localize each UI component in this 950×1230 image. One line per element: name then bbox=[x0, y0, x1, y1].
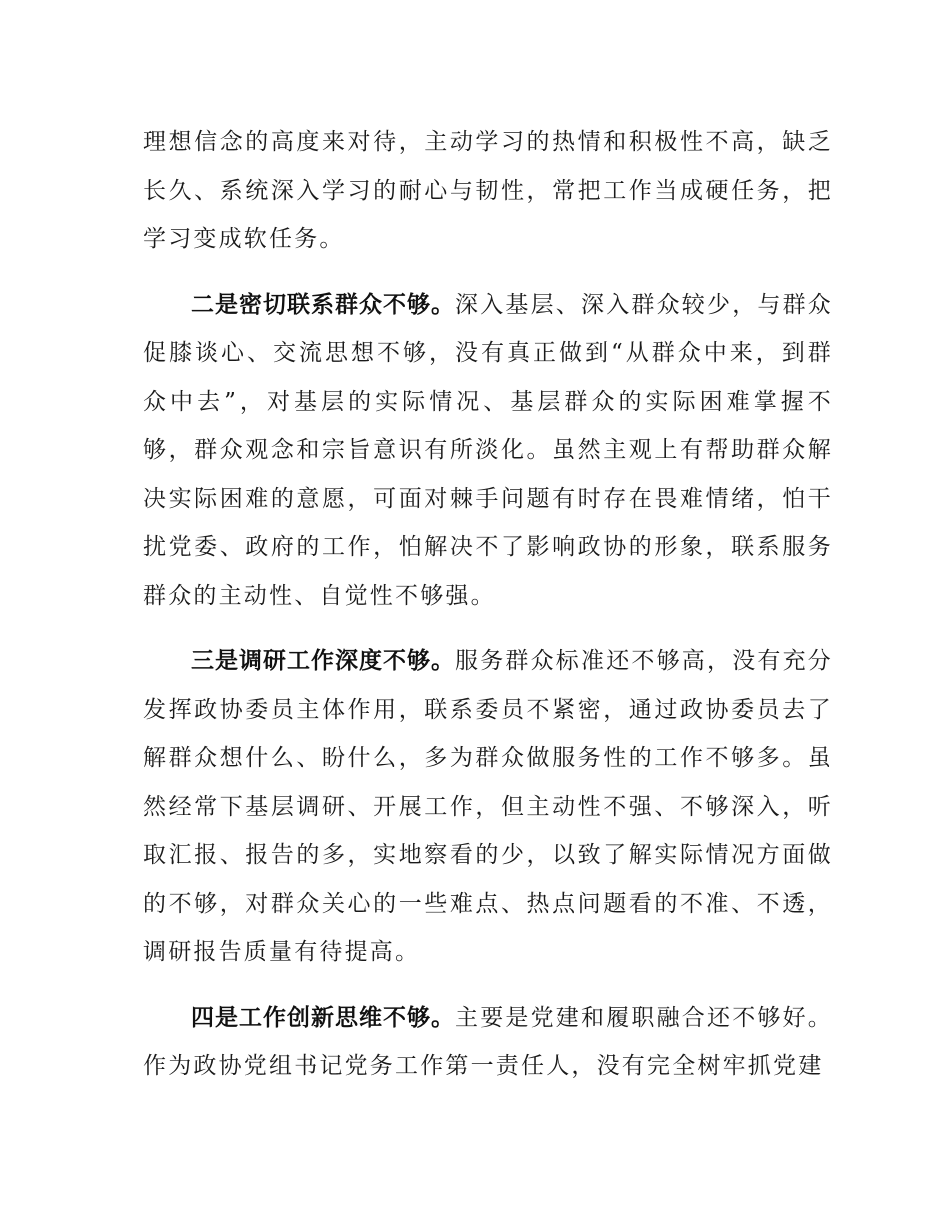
paragraph-text: 理想信念的高度来对待，主动学习的热情和积极性不高，缺乏长久、系统深入学习的耐心与韧性，常把工作当成硬任务，把学习变成软任务。 bbox=[143, 129, 833, 252]
paragraph-heading: 四是工作创新思维不够。 bbox=[191, 1004, 455, 1031]
paragraph-research-depth bbox=[143, 637, 833, 977]
paragraph-text: 服务群众标准还不够高，没有充分发挥政协委员主体作用，联系委员不紧密，通过政协委员去了解群众想什么、盼什么，多为群众做服务性的工作不够多。虽然经常下基层调研、开展工作，但主动性不强、不够深入，听取汇报、报告的多，实地察看的少，以致了解实际情况方面做的不够，对群众关心的一些难点、热点问题看的不准、不透，调研报告质量有待提高。 bbox=[143, 648, 833, 965]
paragraph-continuation bbox=[143, 118, 833, 264]
paragraph-innovation bbox=[143, 994, 833, 1091]
document-body bbox=[143, 118, 833, 1108]
paragraph-heading: 二是密切联系群众不够。 bbox=[191, 291, 455, 318]
paragraph-contact-masses bbox=[143, 281, 833, 621]
paragraph-text: 深入基层、深入群众较少，与群众促膝谈心、交流思想不够，没有真正做到“从群众中来，到群众中去”，对基层的实际情况、基层群众的实际困难掌握不够，群众观念和宗旨意识有所淡化。虽然主观上有帮助群众解决实际困难的意愿，可面对棘手问题有时存在畏难情绪，怕干扰党委、政府的工作，怕解决不了影响政协的形象，联系服务群众的主动性、自觉性不够强。 bbox=[143, 291, 833, 609]
paragraph-text: 主要是党建和履职融合还不够好。作为政协党组书记党务工作第一责任人，没有完全树牢抓党建 bbox=[143, 1004, 833, 1079]
paragraph-heading: 三是调研工作深度不够。 bbox=[191, 648, 455, 674]
